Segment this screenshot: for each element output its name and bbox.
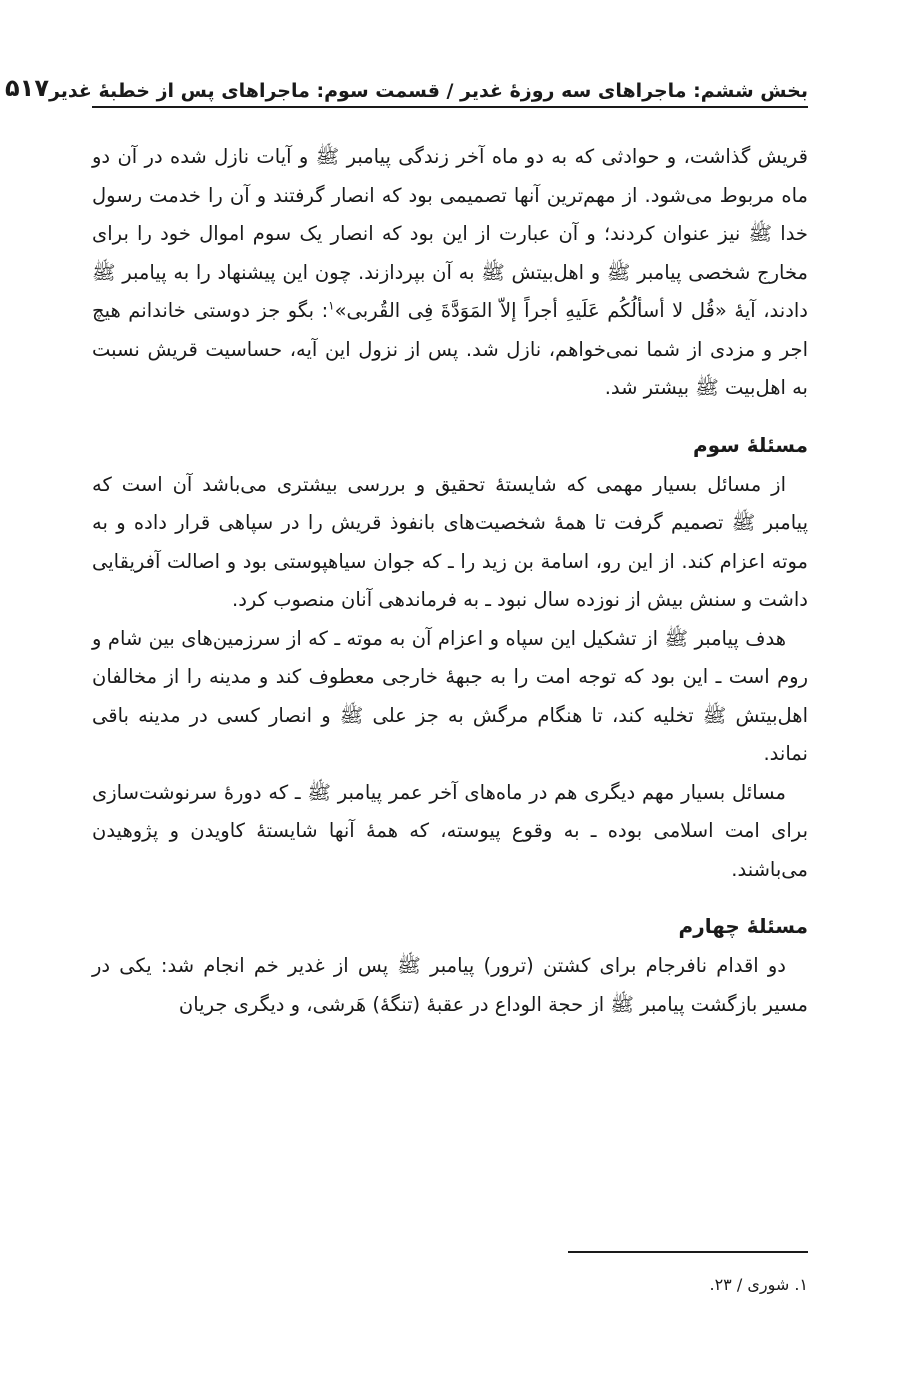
paragraph-fourth: مسائل بسیار مهم دیگری هم در ماه‌های آخر عمر پیامبر ﷺ ـ که دورۀ سرنوشت‌سازی برای امت اسلامی بوده ـ به وقوع پیوسته، که همۀ آنها شایستۀ کاویدن و پژوهیدن می‌باشند. xyxy=(92,780,808,881)
footnote-divider xyxy=(568,1251,808,1253)
paragraph-1-tail: : بگو جز دوستی خاندانم هیچ اجر و مزدی از شما نمی‌خواهم، نازل شد. پس از نزول این آیه، حساسیت قریش نسبت به اهل‌بیت ﷺ بیشتر شد. xyxy=(92,299,808,399)
paragraph-third: هدف پیامبر ﷺ از تشکیل این سپاه و اعزام آن به موته ـ که از سرزمین‌های بین شام و روم است ـ این بود که توجه امت را به جبهۀ خارجی معطوف کند و مدینه را از مخالفان اهل‌بیتش ﷺ تخلیه کند، تا هنگام مرگش به جز علی ﷺ و انصار کسی در مدینه باقی نماند. xyxy=(92,626,808,765)
footnote: ۱. شوری / ۲۳. xyxy=(709,1275,808,1294)
running-header xyxy=(5,58,808,108)
section-heading-fourth-issue: مسئلۀ چهارم xyxy=(678,914,808,938)
paragraph-1-text: قریش گذاشت، و حوادثی که به دو ماه آخر زندگی پیامبر ﷺ و آیات نازل شده در آن دو ماه مربوط می‌شود. از مهم‌ترین آنها تصمیمی بود که انصار گرفتند و آن را خدمت رسول خدا ﷺ نیز عنوان کردند؛ و آن عبارت از این بود که انصار یک سوم اموال خود را برای مخارج شخصی پیامبر ﷺ و اهل‌بیتش ﷺ به آن بپردازند. چون این پیشنهاد را به پیامبر ﷺ دادند، آیۀ «قُل لا أسألُکُم عَلَیهِ أجراً إلاّ المَوَدَّةَ فِی القُربی» xyxy=(92,145,808,322)
page-body xyxy=(92,138,808,1024)
section-heading-third-issue: مسئلۀ سوم xyxy=(692,432,808,457)
paragraph-continued xyxy=(92,138,808,408)
book-page xyxy=(5,58,808,1338)
footnote-reference: ۱ xyxy=(328,298,335,313)
paragraph-fifth: دو اقدام نافرجام برای کشتن (ترور) پیامبر ﷺ پس از غدیر خم انجام شد: یکی در مسیر بازگشت پیامبر ﷺ از حجة الوداع در عقبۀ (تنگۀ) هَرشی، و دیگری جریان xyxy=(92,954,808,1016)
page-number: ۵۱۷ xyxy=(5,74,49,102)
running-header-title: بخش ششم: ماجراهای سه روزۀ غدیر / قسمت سوم: ماجراهای پس از خطبۀ غدیر xyxy=(48,80,808,102)
paragraph-second: از مسائل بسیار مهمی که شایستۀ تحقیق و بررسی بیشتری می‌باشد آن است که پیامبر ﷺ تصمیم گرفت تا همۀ شخصیت‌های بانفوذ قریش را در سپاهی قرار داده و به موته اعزام کند. از این رو، اسامة بن زید را ـ که جوان سیاهپوستی بود و اصالت آفریقایی داشت و سنش بیش از نوزده سال نبود ـ به فرماندهی آنان منصوب کرد. xyxy=(92,472,808,611)
